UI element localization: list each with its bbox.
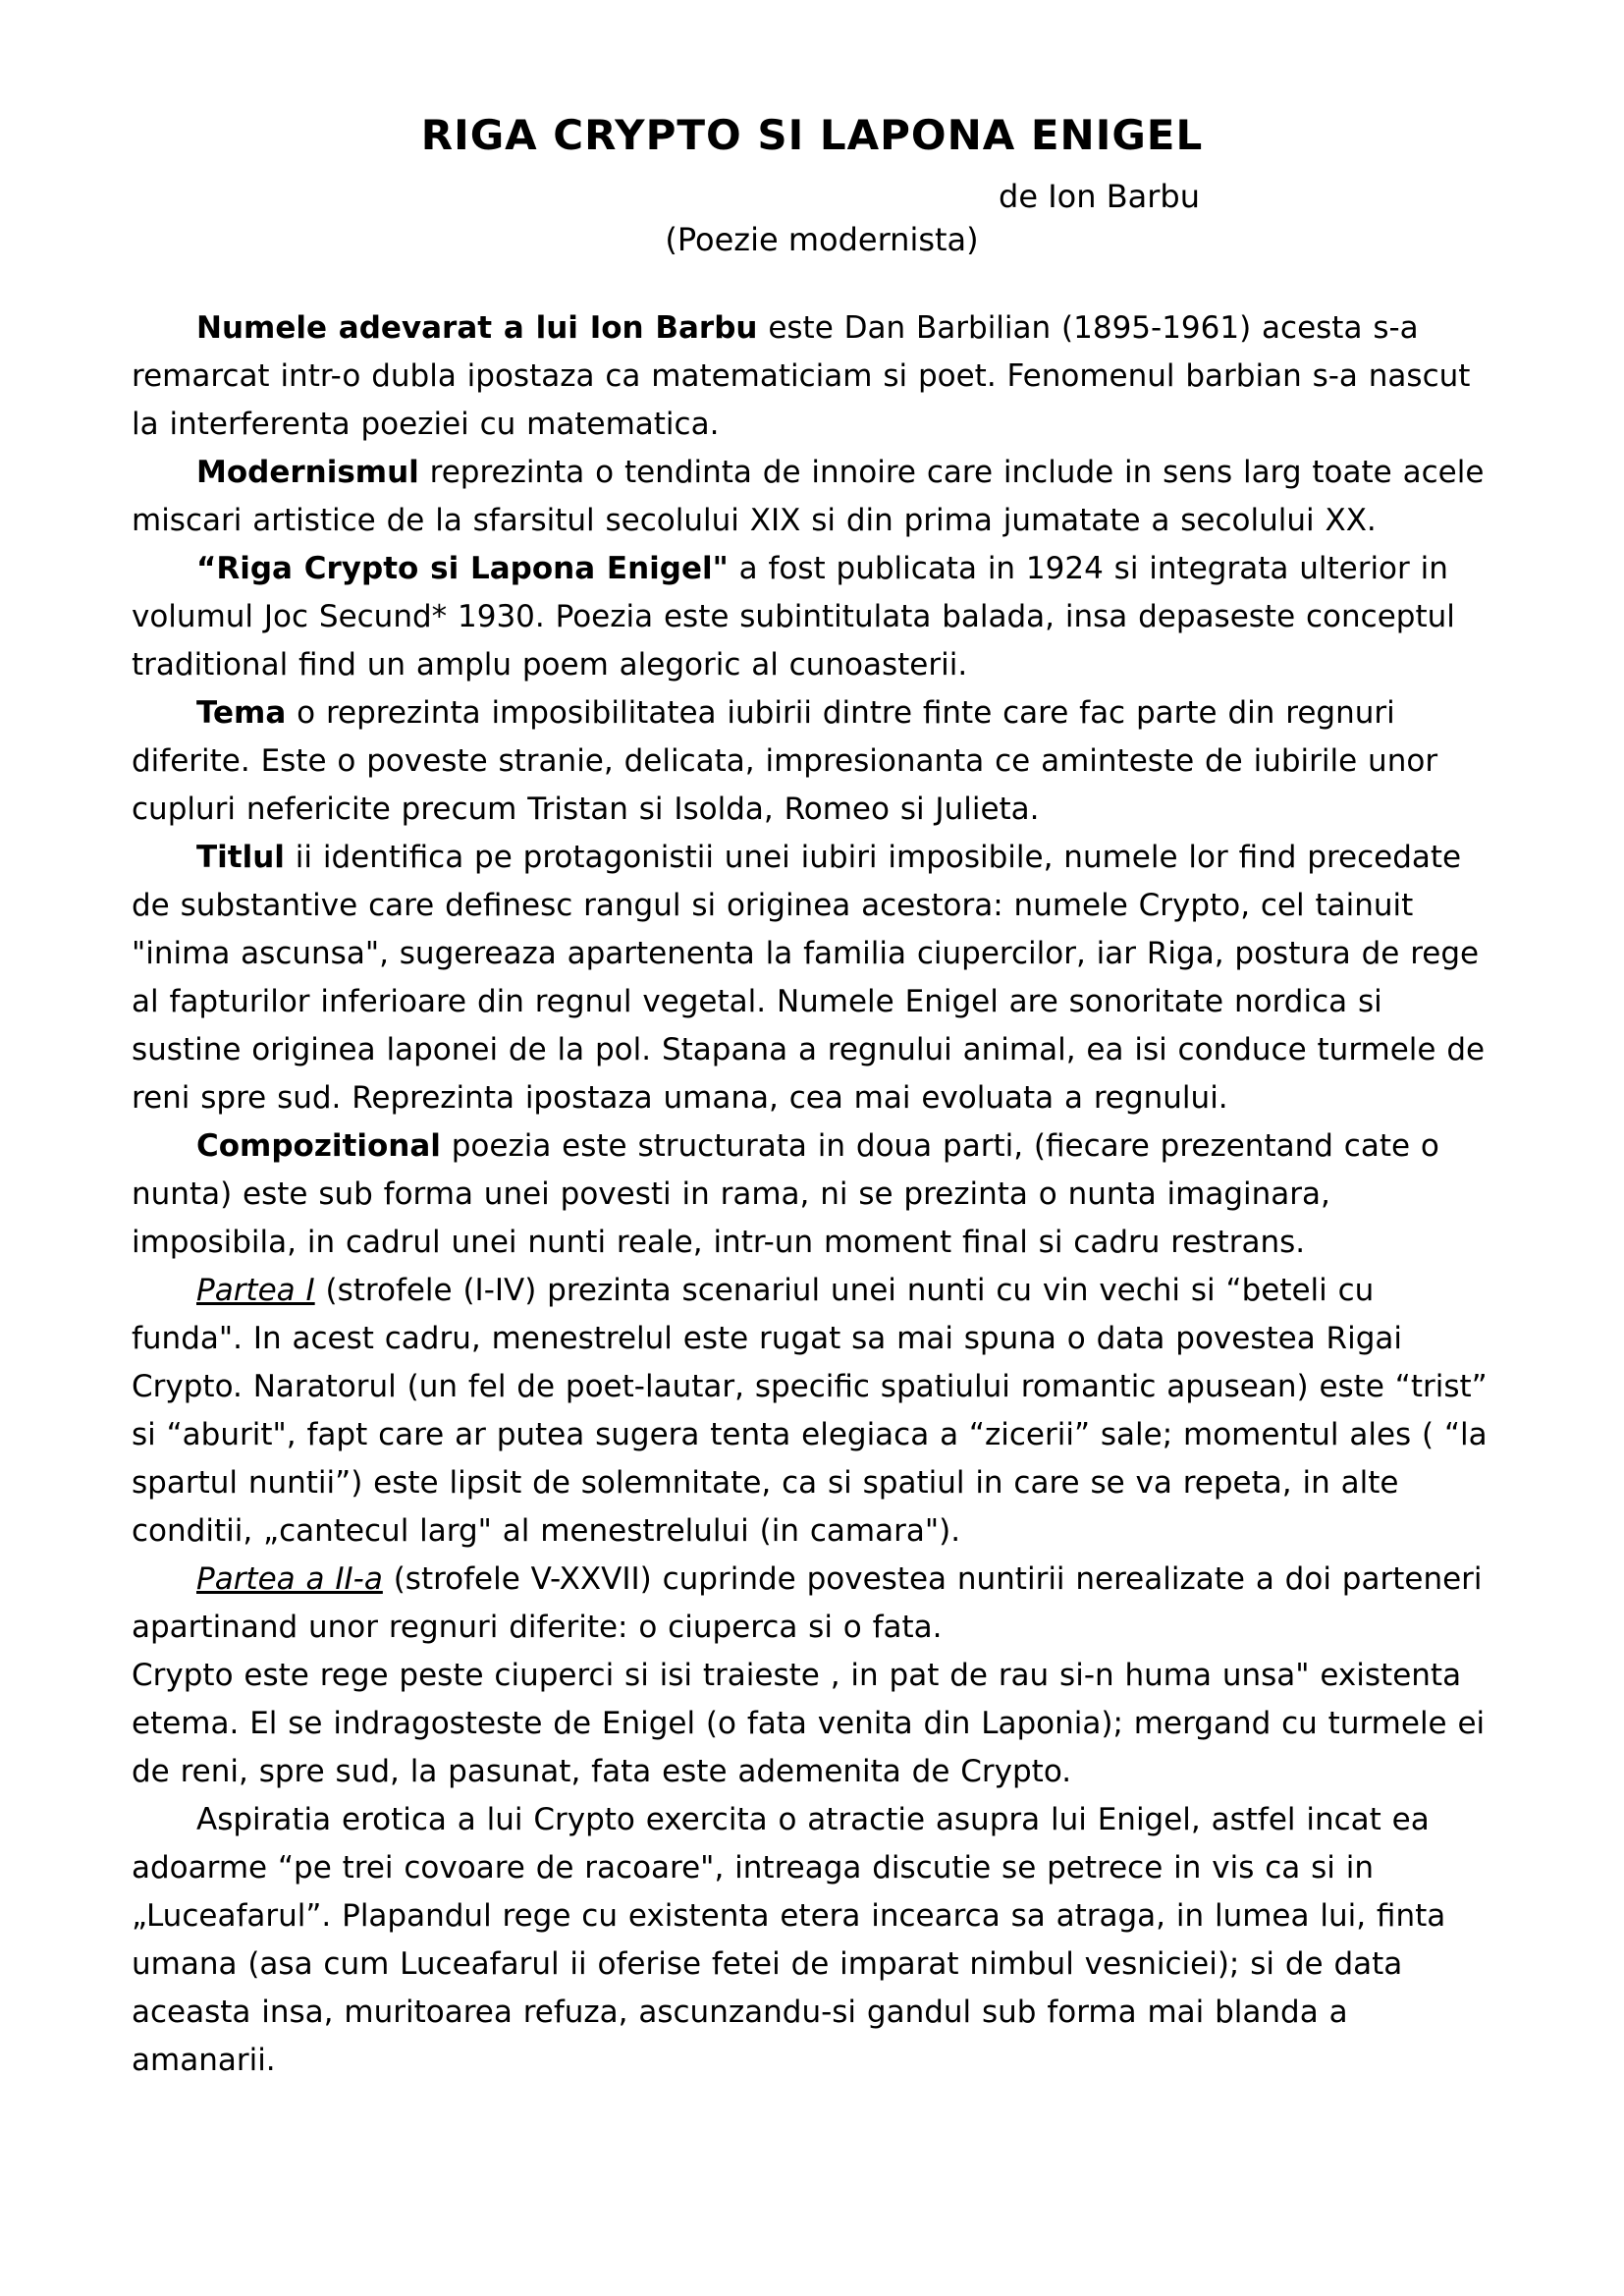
genre-subtitle: (Poezie modernista): [665, 221, 979, 258]
bold-lead-riga-crypto: “Riga Crypto si Lapona Enigel": [196, 551, 729, 586]
bold-lead-compozitional: Compozitional: [196, 1128, 441, 1164]
paragraph-text: (strofele (I-IV) prezinta scenariul unei nunti cu vin vechi si “beteli cu funda". In acest cadru, menestrelul este rugat sa mai spuna o data povestea Rigai Crypto. Naratorul (un fel de poet-lautar, specific spatiului romantic apusean) este “trist” si “aburit", fapt care ar putea sugera tenta elegiaca a “zicerii” sale; momentul ales ( “la spartul nuntii”) este lipsit de solemnitate, ca si spatiul in care se va repeta, in alte conditii, „cantecul larg" al menestrelului (in camara").: [132, 1273, 1488, 1549]
bold-lead-tema: Tema: [196, 695, 287, 731]
paragraph-text: a fost publicata in 1924 si integrata ulterior in volumul Joc Secund* 1930. Poezia este subintitulata balada, insa depaseste conceptul traditional find un amplu poem alegoric al cunoasterii.: [132, 551, 1455, 683]
document-body: [132, 304, 1492, 2085]
paragraph-tema: [132, 689, 1492, 834]
paragraph-partea-2: [132, 1556, 1492, 1652]
paragraph-modernismul: [132, 449, 1492, 545]
paragraph-text: ii identifica pe protagonistii unei iubiri imposibile, numele lor find precedate de substantive care definesc rangul si originea acestora: numele Crypto, cel tainuit "inima ascunsa", sugereaza apartenenta la familia ciupercilor, iar Riga, postura de rege al fapturilor inferioare din regnul vegetal. Numele Enigel are sonoritate nordica si sustine originea laponei de la pol. Stapana a regnului animal, ea isi conduce turmele de reni spre sud. Reprezinta ipostaza umana, cea mai evoluata a regnului.: [132, 840, 1486, 1116]
author-byline: de Ion Barbu: [999, 178, 1200, 215]
italic-underline-lead-partea-2: Partea a II-a: [196, 1561, 383, 1597]
paragraph-text: este Dan Barbilian (1895-1961) acesta s-a remarcat intr-o dubla ipostaza ca matematiciam si poet. Fenomenul barbian s-a nascut la interferenta poeziei cu matematica.: [132, 310, 1471, 442]
paragraph-aspiratia: [132, 1796, 1492, 2085]
bold-lead-modernismul: Modernismul: [196, 455, 419, 490]
page-title: RIGA CRYPTO SI LAPONA ENIGEL: [420, 111, 1204, 159]
paragraph-crypto-rege: [132, 1652, 1492, 1796]
paragraph-text: o reprezinta imposibilitatea iubirii dintre finte care fac parte din regnuri diferite. Este o poveste stranie, delicata, impresionanta ce aminteste de iubirile unor cupluri nefericite precum Tristan si Isolda, Romeo si Julieta.: [132, 695, 1438, 827]
bold-lead-numele: Numele adevarat a lui Ion Barbu: [196, 310, 758, 346]
paragraph-text: Aspiratia erotica a lui Crypto exercita o atractie asupra lui Enigel, astfel incat ea adoarme “pe trei covoare de racoare", intreaga discutie se petrece in vis ca si in „Luceafarul”. Plapandul rege cu existenta etera incearca sa atraga, in lumea lui, finta umana (asa cum Luceafarul ii oferise fetei de imparat nimbul vesniciei); si de data aceasta insa, muritoarea refuza, ascunzandu-si gandul sub forma mai blanda a amanarii.: [132, 1802, 1446, 2078]
bold-lead-titlul: Titlul: [196, 840, 285, 875]
paragraph-partea-1: [132, 1267, 1492, 1556]
paragraph-compozitional: [132, 1122, 1492, 1267]
paragraph-text: (strofele V-XXVII) cuprinde povestea nuntirii nerealizate a doi parteneri apartinand unor regnuri diferite: o ciuperca si o fata.: [132, 1561, 1483, 1645]
paragraph-titlul: [132, 834, 1492, 1122]
paragraph-text: reprezinta o tendinta de innoire care include in sens larg toate acele miscari artistice de la sfarsitul secolului XIX si din prima jumatate a secolului XX.: [132, 455, 1485, 538]
paragraph-text: Crypto este rege peste ciuperci si isi traieste , in pat de rau si-n huma unsa" existenta etema. El se indragosteste de Enigel (o fata venita din Laponia); mergand cu turmele ei de reni, spre sud, la pasunat, fata este ademenita de Crypto.: [132, 1658, 1486, 1789]
italic-underline-lead-partea-1: Partea I: [196, 1273, 315, 1308]
paragraph-text: poezia este structurata in doua parti, (fiecare prezentand cate o nunta) este sub forma unei povesti in rama, ni se prezinta o nunta imaginara, imposibila, in cadrul unei nunti reale, intr-un moment final si cadru restrans.: [132, 1128, 1439, 1260]
paragraph-numele: [132, 304, 1492, 449]
paragraph-riga-crypto: [132, 545, 1492, 689]
